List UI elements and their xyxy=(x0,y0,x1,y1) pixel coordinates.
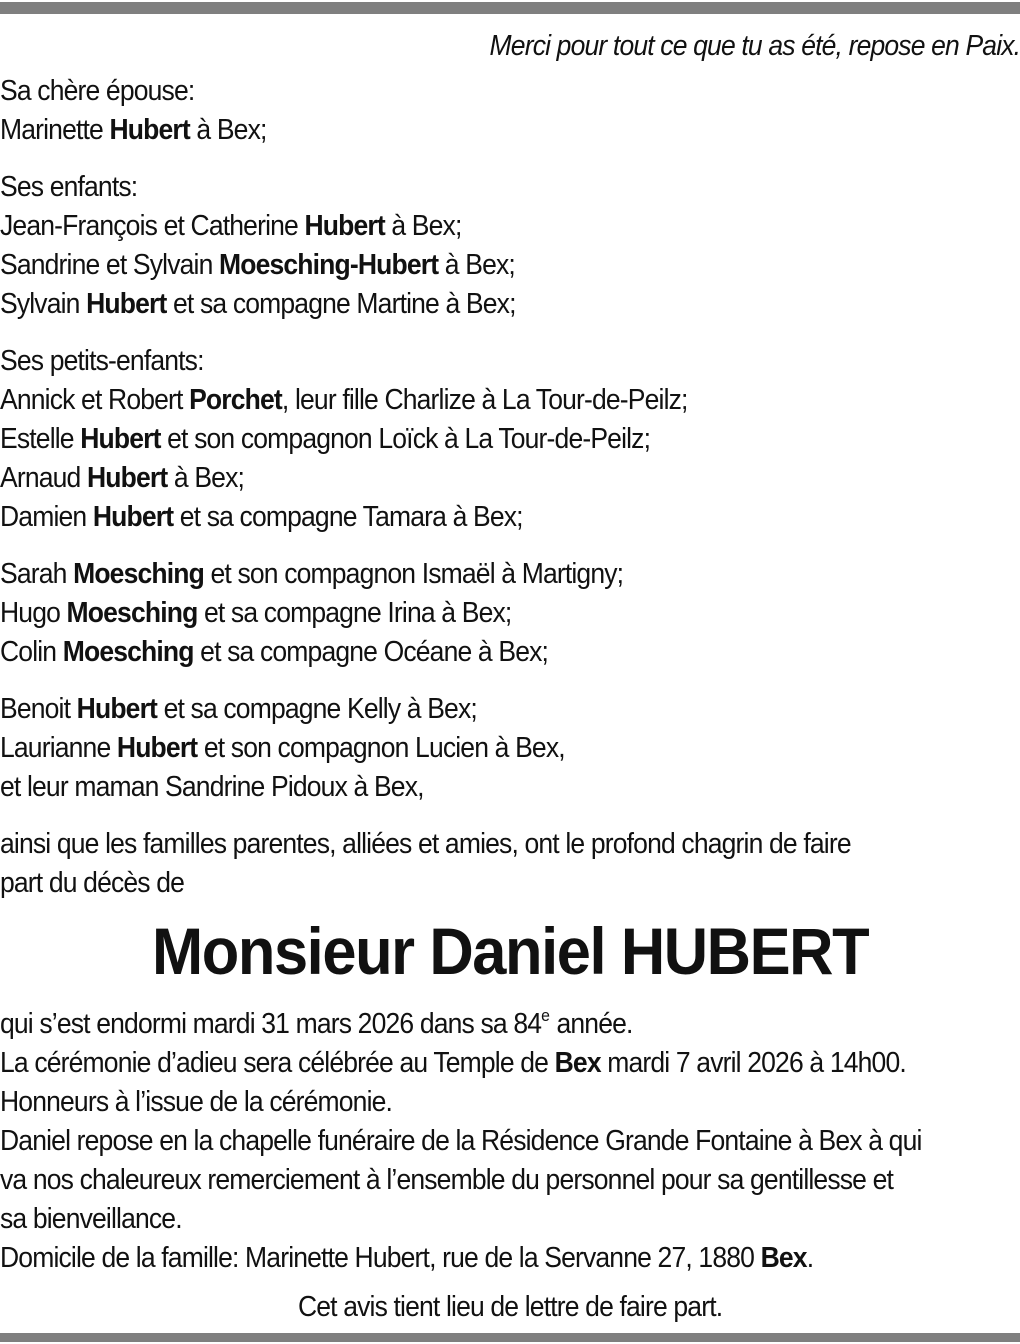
domicile-line: Domicile de la famille: Marinette Hubert, rue de la Servanne 27, 1880 Bex. xyxy=(0,1242,814,1274)
children-section xyxy=(0,168,1020,324)
intro-line: ainsi que les familles parentes, alliées et amies, ont le profond chagrin de faire xyxy=(0,828,851,860)
child-line: Sandrine et Sylvain Moesching-Hubert à Bex; xyxy=(0,249,515,281)
grandchildren-group-3 xyxy=(0,690,1020,807)
grandchildren-heading: Ses petits-enfants: xyxy=(0,345,204,377)
bottom-rule xyxy=(0,1333,1020,1342)
child-line: Jean-François et Catherine Hubert à Bex; xyxy=(0,210,462,242)
intro-line: part du décès de xyxy=(0,867,185,899)
rest-line: sa bienveillance. xyxy=(0,1203,182,1235)
spouse-section xyxy=(0,72,1020,150)
grandchild-line: Hugo Moesching et sa compagne Irina à Bex; xyxy=(0,597,512,629)
grandchild-line: Annick et Robert Porchet, leur fille Charlize à La Tour-de-Peilz; xyxy=(0,384,688,416)
grandchild-line: Sarah Moesching et son compagnon Ismaël à Martigny; xyxy=(0,558,624,590)
grandchild-line: Damien Hubert et sa compagne Tamara à Bex; xyxy=(0,501,523,533)
obituary-notice xyxy=(0,26,1020,1327)
top-rule xyxy=(0,2,1020,14)
children-heading: Ses enfants: xyxy=(0,171,138,203)
honours-line: Honneurs à l’issue de la cérémonie. xyxy=(0,1086,393,1118)
grandchild-line: Benoit Hubert et sa compagne Kelly à Bex; xyxy=(0,693,477,725)
child-line: Sylvain Hubert et sa compagne Martine à Bex; xyxy=(0,288,516,320)
announcement-intro xyxy=(0,825,1020,903)
closing-note: Cet avis tient lieu de lettre de faire part. xyxy=(297,1291,723,1323)
deceased-name: Monsieur Daniel HUBERT xyxy=(152,914,869,988)
grandchild-line: et leur maman Sandrine Pidoux à Bex, xyxy=(0,771,424,803)
grandchildren-group-1 xyxy=(0,342,1020,537)
rest-line: Daniel repose en la chapelle funéraire de la Résidence Grande Fontaine à Bex à qui xyxy=(0,1125,922,1157)
motto: Merci pour tout ce que tu as été, repose en Paix. xyxy=(489,30,1020,62)
death-date-line: qui s’est endormi mardi 31 mars 2026 dans sa 84e année. xyxy=(0,1006,633,1040)
spouse-heading: Sa chère épouse: xyxy=(0,75,195,107)
grandchild-line: Arnaud Hubert à Bex; xyxy=(0,462,245,494)
ceremony-line: La cérémonie d’adieu sera célébrée au Temple de Bex mardi 7 avril 2026 à 14h00. xyxy=(0,1047,906,1079)
grandchildren-group-2 xyxy=(0,555,1020,672)
grandchild-line: Laurianne Hubert et son compagnon Lucien à Bex, xyxy=(0,732,565,764)
spouse-line: Marinette Hubert à Bex; xyxy=(0,114,267,146)
details-section xyxy=(0,1005,1020,1278)
grandchild-line: Colin Moesching et sa compagne Océane à Bex; xyxy=(0,636,549,668)
grandchild-line: Estelle Hubert et son compagnon Loïck à La Tour-de-Peilz; xyxy=(0,423,651,455)
rest-line: va nos chaleureux remerciement à l’ensemble du personnel pour sa gentillesse et xyxy=(0,1164,894,1196)
